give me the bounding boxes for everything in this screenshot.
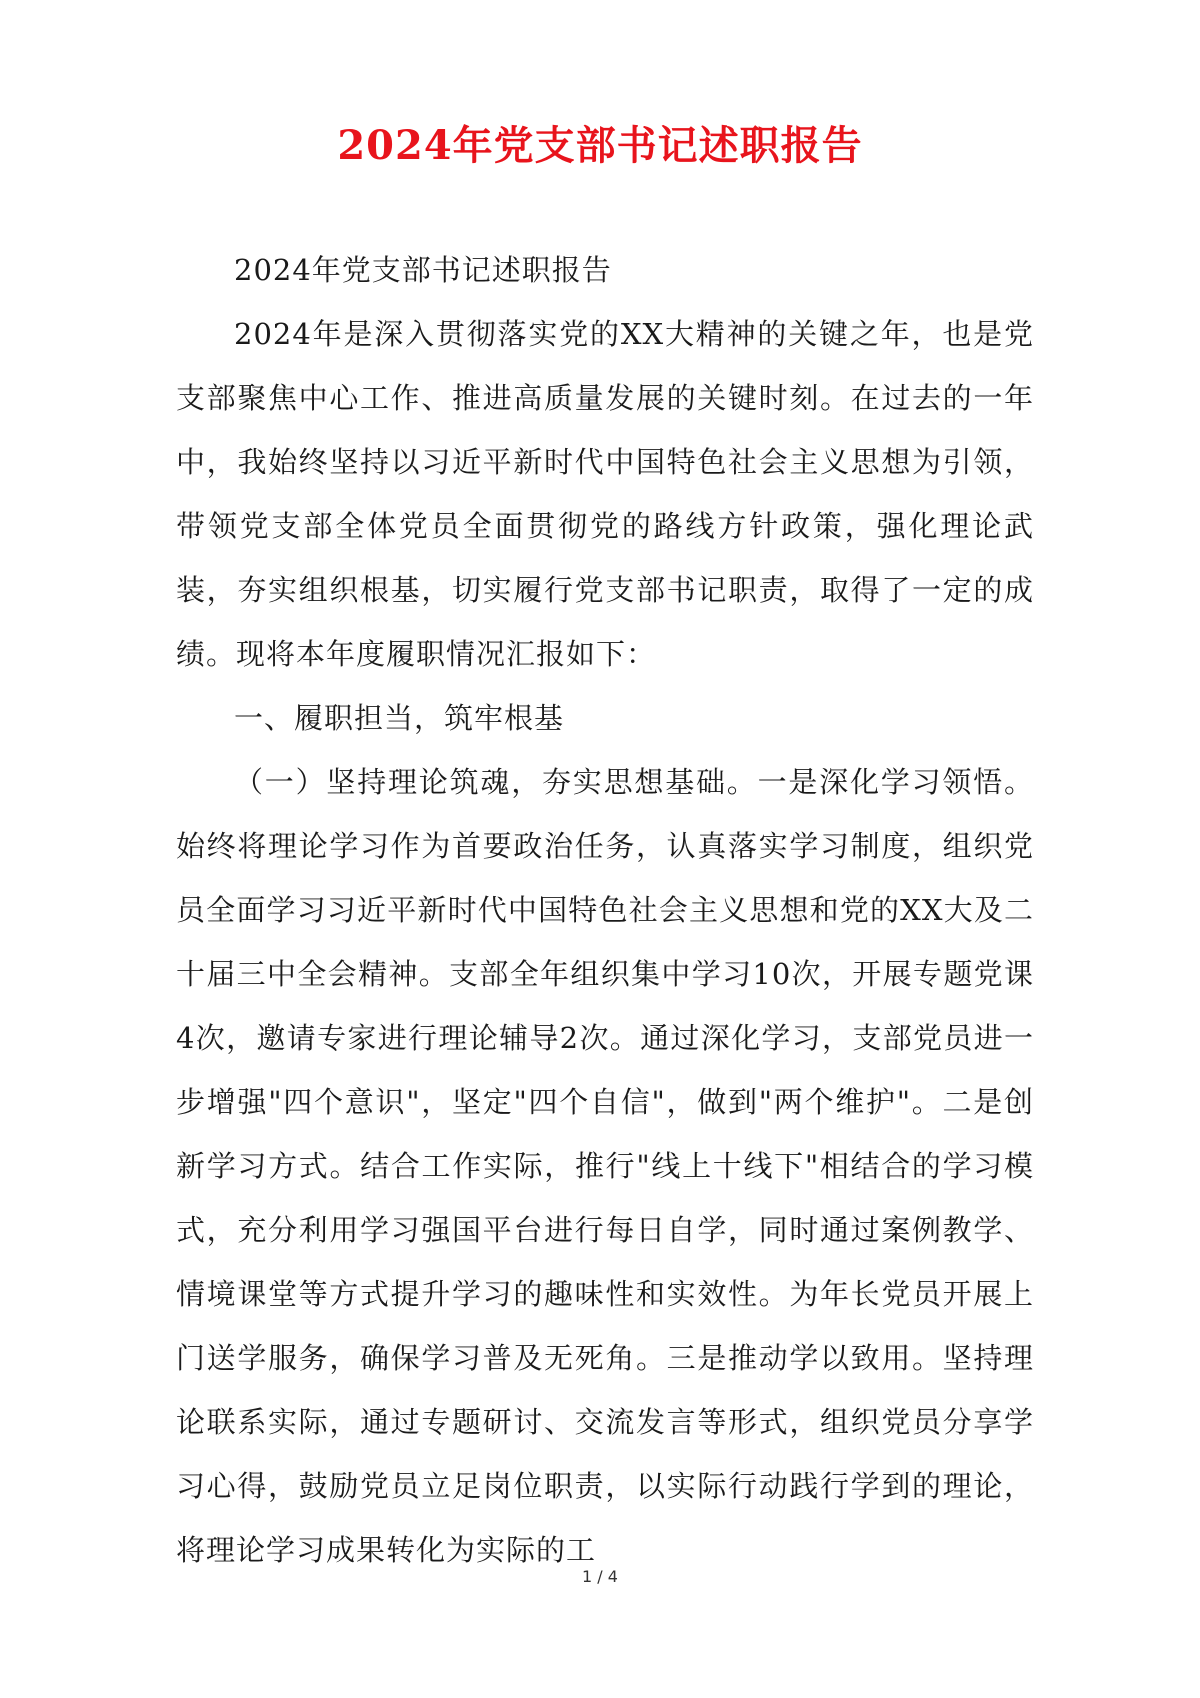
document-title: 2024年党支部书记述职报告 xyxy=(337,122,863,169)
paragraph-heading: 2024年党支部书记述职报告 xyxy=(234,253,612,287)
paragraph-section-1: （一）坚持理论筑魂，夯实思想基础。一是深化学习领悟。始终将理论学习作为首要政治任务，认真落实学习制度，组织党员全面学习习近平新时代中国特色社会主义思想和党的XX大及二十届三中全会精神。支部全年组织集中学习10次，开展专题党课4次，邀请专家进行理论辅导2次。通过深化学习，支部党员进一步增强"四个意识"，坚定"四个自信"，做到"两个维护"。二是创新学习方式。结合工作实际，推行"线上十线下"相结合的学习模式，充分利用学习强国平台进行每日自学，同时通过案例教学、情境课堂等方式提升学习的趣味性和实效性。为年长党员开展上门送学服务，确保学习普及无死角。三是推动学以致用。坚持理论联系实际，通过专题研讨、交流发言等形式，组织党员分享学习心得，鼓励党员立足岗位职责，以实际行动践行学到的理论，将理论学习成果转化为实际的工 xyxy=(176,765,1034,1567)
paragraph-intro: 2024年是深入贯彻落实党的XX大精神的关键之年，也是党支部聚焦中心工作、推进高质量发展的关键时刻。在过去的一年中，我始终坚持以习近平新时代中国特色社会主义思想为引领，带领党支部全体党员全面贯彻党的路线方针政策，强化理论武装，夯实组织根基，切实履行党支部书记职责，取得了一定的成绩。现将本年度履职情况汇报如下： xyxy=(176,317,1034,671)
section-heading: 一、履职担当，筑牢根基 xyxy=(234,701,565,735)
page-number: 1 / 4 xyxy=(582,1567,618,1586)
document-body xyxy=(176,238,1034,1582)
